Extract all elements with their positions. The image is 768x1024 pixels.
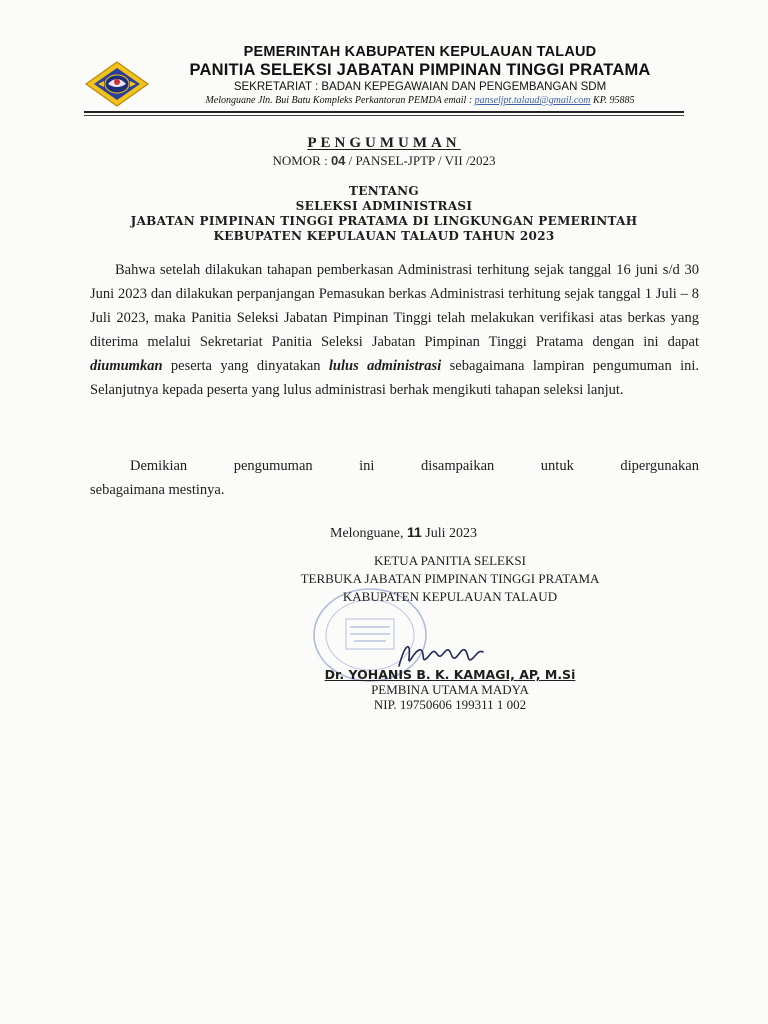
place-date	[330, 524, 477, 542]
postcode-text: KP. 95885	[593, 95, 635, 106]
paragraph-2-line-1	[90, 454, 699, 478]
paragraph-1-text-c: sebagaimana lampiran pengumuman ini. Selanjutnya kepada peserta yang lulus administrasi berhak mengikuti tahapan seleksi lanjut.	[90, 358, 700, 398]
document-number	[0, 153, 768, 169]
letterhead-divider-thin	[84, 115, 684, 116]
emphasis-lulus-administrasi: lulus administrasi	[328, 358, 442, 374]
letterhead-committee-line: PANITIA SELEKSI JABATAN PIMPINAN TINGGI PRATAMA	[189, 61, 651, 79]
address-text: Melonguane Jln. Bui Batu Kompleks Perkantoran PEMDA email :	[205, 95, 473, 106]
signatory-position-3: KABUPATEN KEPULAUAN TALAUD	[342, 589, 558, 604]
announcement-heading: PENGUMUMAN	[307, 135, 461, 151]
p2-word: untuk	[540, 458, 574, 474]
subject-line-1: SELEKSI ADMINISTRASI	[295, 199, 473, 213]
subject-line-2: JABATAN PIMPINAN TINGGI PRATAMA DI LINGKUNGAN PEMERINTAH	[130, 214, 638, 228]
paragraph-1-text-b: peserta yang dinyatakan	[170, 358, 321, 374]
letterhead-secretariat-line: SEKRETARIAT : BADAN KEPEGAWAIAN DAN PENGEMBANGAN SDM	[233, 81, 607, 93]
nomor-label: NOMOR :	[272, 153, 328, 168]
body-paragraph-2	[90, 454, 699, 502]
letterhead-government-line: PEMERINTAH KABUPATEN KEPULAUAN TALAUD	[243, 44, 597, 60]
place-name: Melonguane,	[330, 526, 404, 541]
signatory-rank: PEMBINA UTAMA MADYA	[371, 682, 529, 697]
body-paragraph-1	[90, 258, 699, 402]
nomor-suffix: / PANSEL-JPTP / VII /2023	[348, 153, 496, 168]
announcement-title	[0, 135, 768, 152]
email-link[interactable]: panseljpt.talaud@gmail.com	[474, 95, 591, 106]
p2-word: Demikian	[130, 458, 188, 474]
paragraph-1-text-a: Bahwa setelah dilakukan tahapan pemberkasan Administrasi terhitung sejak tanggal 16 juni s/d 30 Juni 2023 dan dilakukan perpanjangan Pemasukan berkas Administrasi terhitung sejak tanggal 1 Juli – 8 Juli 2023, maka Panitia Seleksi Jabatan Pimpinan Tinggi telah melakukan verifikasi atas berkas yang diterima melalui Sekretariat Panitia Seleksi Jabatan Pimpinan Tinggi Pratama dengan ini dapat	[90, 262, 699, 350]
signatory-position-2: TERBUKA JABATAN PIMPINAN TINGGI PRATAMA	[300, 571, 600, 586]
talaud-regency-emblem-icon	[84, 60, 150, 108]
date-month-year: Juli 2023	[425, 526, 478, 541]
subject-block	[0, 184, 768, 244]
paragraph-2-line-2: sebagaimana mestinya.	[90, 482, 225, 498]
letterhead-divider-thick	[84, 111, 684, 113]
signatory-position-1: KETUA PANITIA SELEKSI	[374, 553, 526, 568]
p2-word: dipergunakan	[620, 458, 699, 474]
signatory-nip: NIP. 19750606 199311 1 002	[373, 697, 527, 712]
date-day: 11	[406, 524, 422, 540]
subject-line-3: KEBUPATEN KEPULAUAN TALAUD TAHUN 2023	[213, 229, 555, 243]
tentang-label: TENTANG	[349, 184, 419, 198]
letterhead-address-line	[150, 94, 690, 107]
emphasis-diumumkan: diumumkan	[90, 358, 163, 374]
signatory-name	[240, 667, 660, 682]
p2-word: ini	[359, 458, 375, 474]
signatory-name-text: Dr. YOHANIS B. K. KAMAGI, AP, M.Si	[324, 667, 576, 682]
p2-word: disampaikan	[420, 458, 495, 474]
nomor-value: 04	[330, 153, 346, 168]
p2-word: pengumuman	[233, 458, 313, 474]
letterhead	[150, 44, 690, 107]
